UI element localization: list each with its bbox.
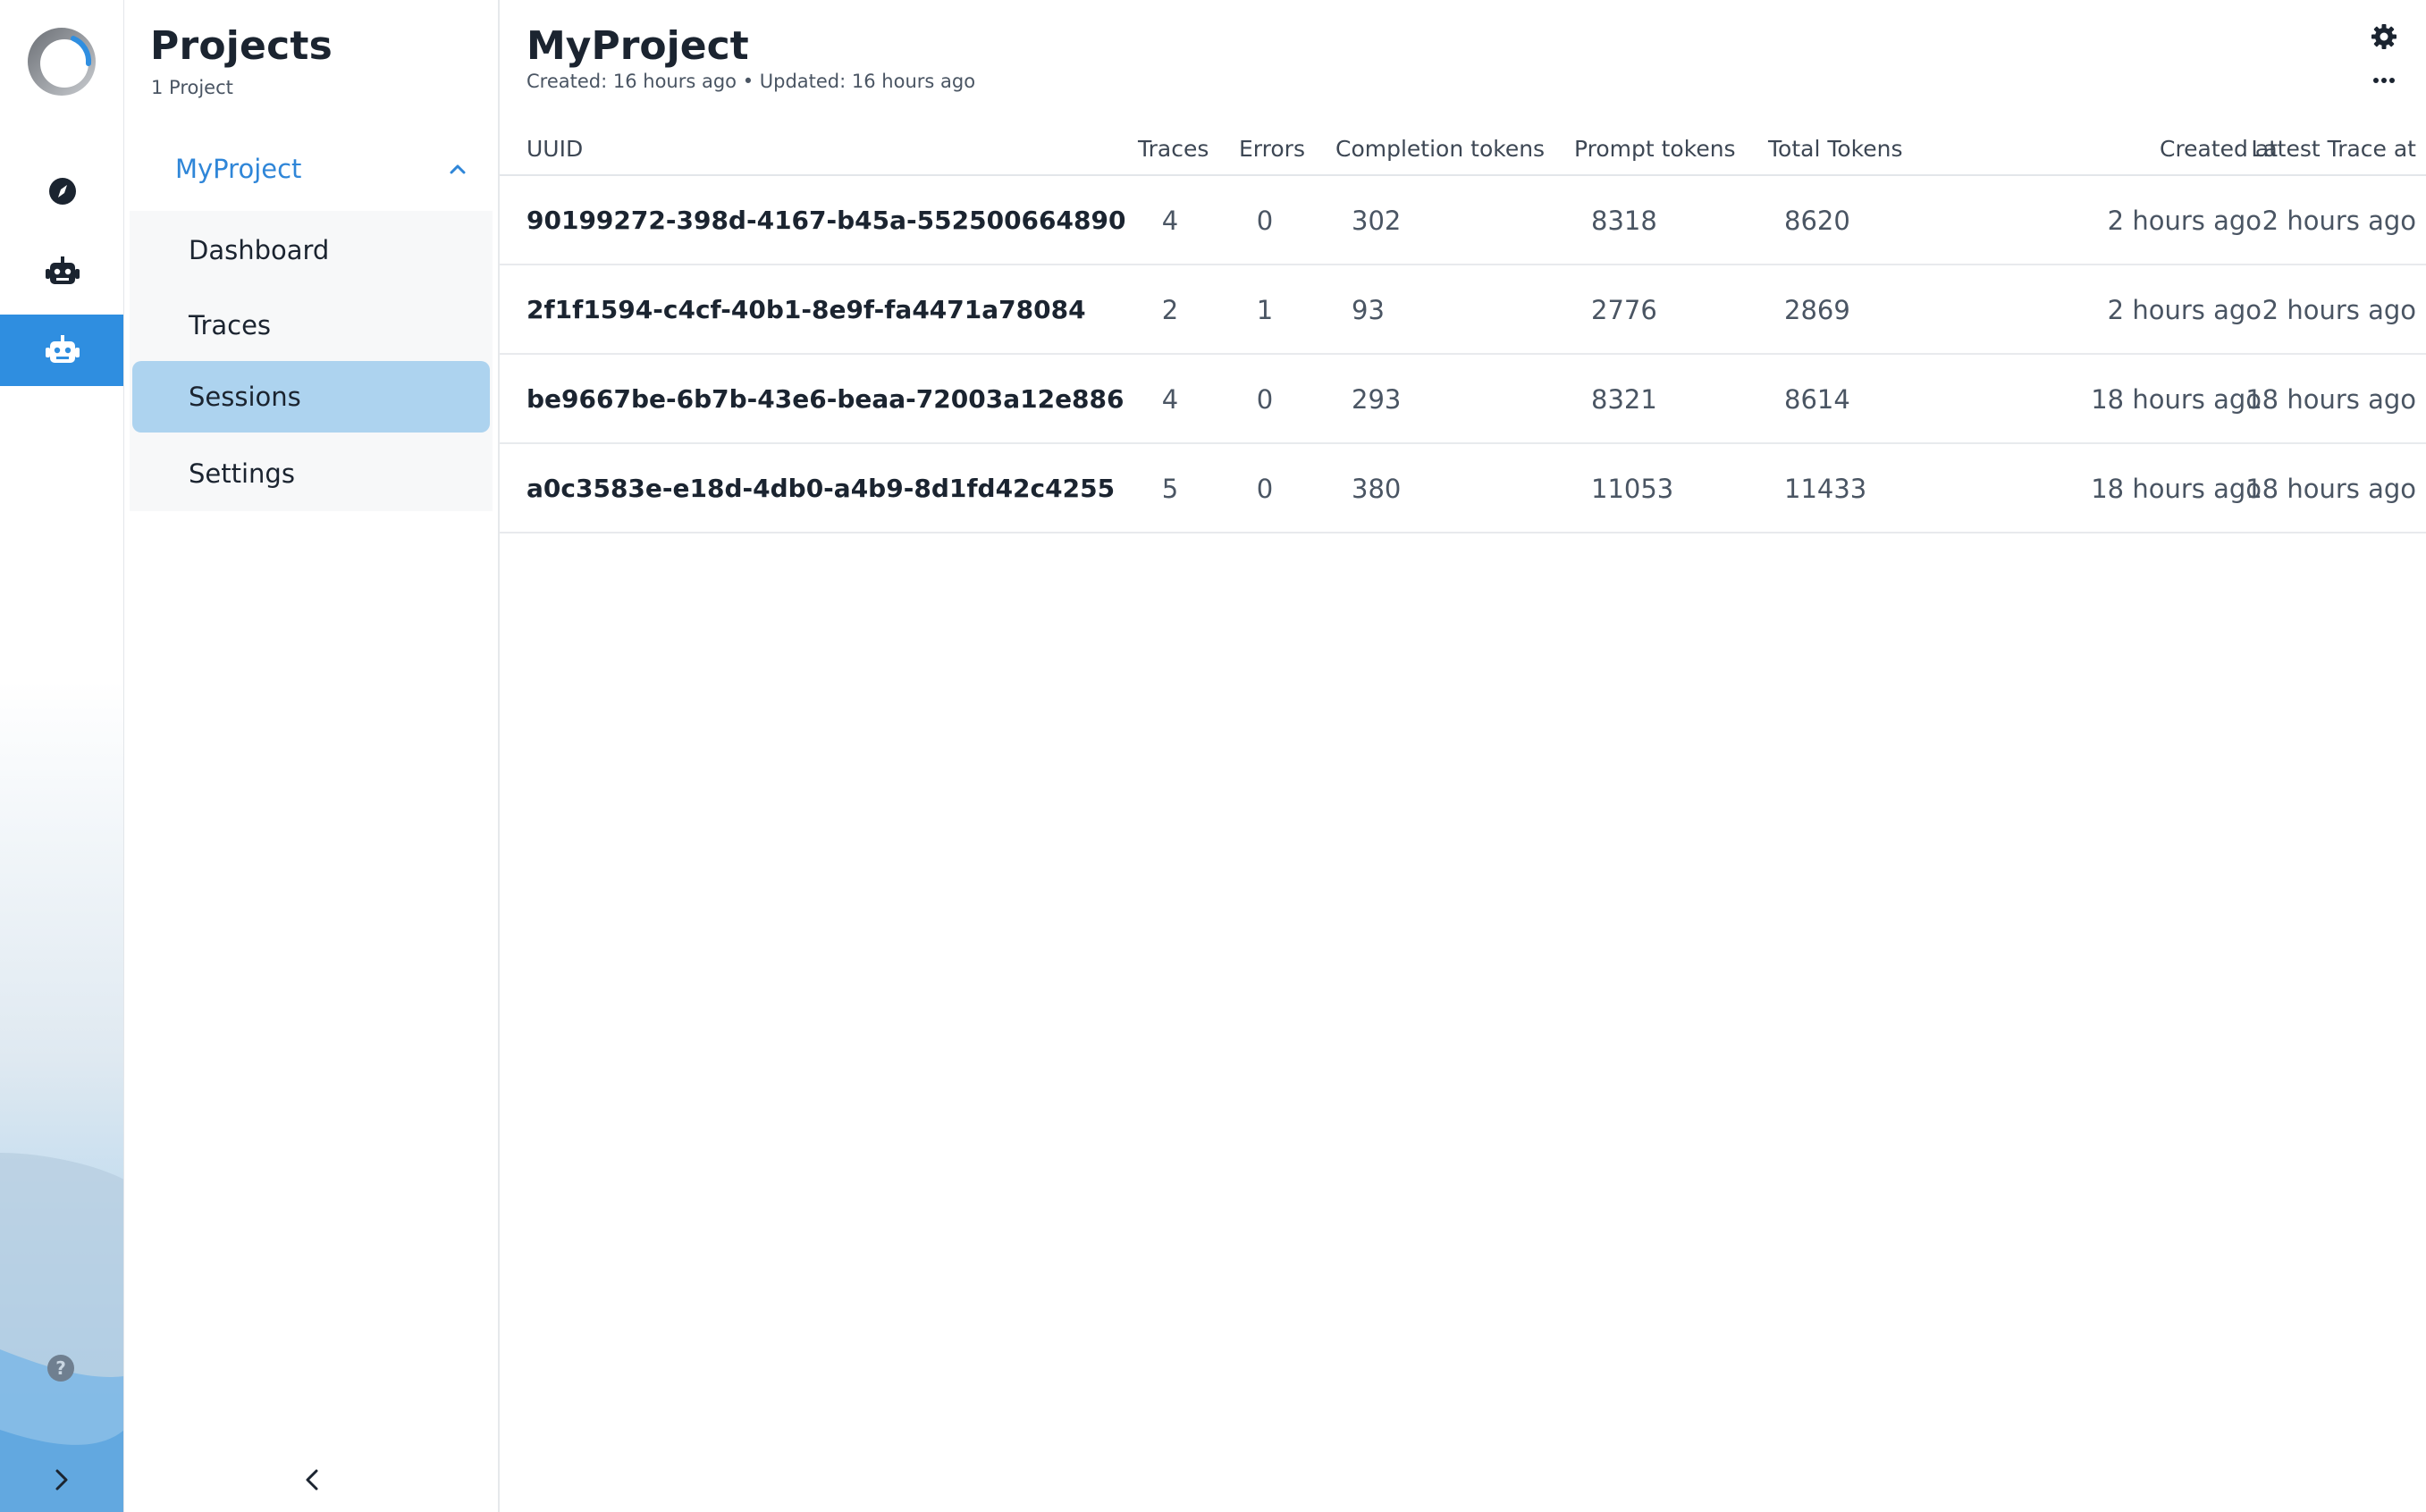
- uuid-cell[interactable]: 2f1f1594-c4cf-40b1-8e9f-fa4471a78084: [526, 295, 1086, 324]
- column-header-prompt-tokens[interactable]: Prompt tokens: [1574, 136, 1736, 162]
- traces-cell: 5: [1161, 474, 1179, 504]
- prompt-tokens-cell: 2776: [1591, 295, 1657, 325]
- logo-icon[interactable]: [24, 24, 99, 99]
- nav-item-traces[interactable]: [130, 290, 493, 361]
- created-at-cell: 2 hours ago: [2107, 206, 2262, 236]
- nav-item-sessions[interactable]: [132, 361, 490, 433]
- rail-dashboard-button[interactable]: [0, 155, 124, 227]
- column-header-created-at[interactable]: Created at: [2159, 136, 2278, 162]
- project-name: MyProject: [175, 154, 302, 184]
- nav-item-label: Traces: [189, 310, 272, 340]
- rail-agents-button[interactable]: [0, 236, 124, 307]
- robot-icon: [45, 334, 80, 366]
- uuid-cell[interactable]: a0c3583e-e18d-4db0-a4b9-8d1fd42c4255: [526, 474, 1116, 503]
- created-at-cell: 2 hours ago: [2107, 295, 2262, 325]
- created-at-cell: 18 hours ago: [2091, 474, 2262, 504]
- table-row[interactable]: [500, 265, 2426, 355]
- prompt-tokens-cell: 11053: [1591, 474, 1674, 504]
- table-row[interactable]: [500, 355, 2426, 444]
- prompt-tokens-cell: 8321: [1591, 384, 1657, 415]
- created-at-cell: 18 hours ago: [2091, 384, 2262, 415]
- table-row[interactable]: [500, 444, 2426, 533]
- total-tokens-cell: 8620: [1784, 206, 1850, 236]
- table-row[interactable]: [500, 176, 2426, 265]
- robot-icon: [45, 256, 80, 288]
- panel-title: Projects: [150, 23, 333, 69]
- total-tokens-cell: 11433: [1784, 474, 1867, 504]
- column-header-completion-tokens[interactable]: Completion tokens: [1335, 136, 1546, 162]
- nav-item-settings[interactable]: [130, 438, 493, 509]
- more-options-icon[interactable]: [2371, 70, 2397, 91]
- total-tokens-cell: 2869: [1784, 295, 1850, 325]
- column-header-errors[interactable]: Errors: [1239, 136, 1305, 162]
- page-title: MyProject: [526, 23, 749, 69]
- completion-tokens-cell: 93: [1352, 295, 1385, 325]
- project-count: 1 Project: [151, 77, 233, 98]
- prompt-tokens-cell: 8318: [1591, 206, 1657, 236]
- traces-cell: 2: [1161, 295, 1179, 325]
- completion-tokens-cell: 302: [1352, 206, 1402, 236]
- errors-cell: 0: [1256, 384, 1274, 415]
- gear-icon[interactable]: [2371, 23, 2397, 50]
- completion-tokens-cell: 293: [1352, 384, 1402, 415]
- nav-item-dashboard[interactable]: [130, 214, 493, 286]
- compass-icon: [48, 177, 77, 206]
- svg-text:?: ?: [55, 1357, 66, 1379]
- projects-panel: [124, 0, 500, 1512]
- uuid-cell[interactable]: be9667be-6b7b-43e6-beaa-72003a12e886: [526, 384, 1125, 414]
- errors-cell: 0: [1256, 206, 1274, 236]
- nav-item-label: Sessions: [189, 382, 301, 412]
- uuid-cell[interactable]: 90199272-398d-4167-b45a-552500664890: [526, 206, 1126, 235]
- chevron-right-icon[interactable]: [49, 1466, 74, 1494]
- page-meta: Created: 16 hours ago • Updated: 16 hours ago: [526, 71, 976, 92]
- column-header-uuid[interactable]: UUID: [526, 136, 584, 162]
- chevron-up-icon: [448, 159, 468, 179]
- traces-cell: 4: [1161, 384, 1179, 415]
- help-icon[interactable]: [46, 1354, 75, 1382]
- column-header-latest-trace-at[interactable]: Latest Trace at: [2251, 136, 2416, 162]
- chevron-left-icon[interactable]: [302, 1466, 322, 1493]
- project-nav-list: [130, 211, 493, 511]
- column-header-traces[interactable]: Traces: [1138, 136, 1209, 162]
- total-tokens-cell: 8614: [1784, 384, 1850, 415]
- icon-rail: [0, 0, 124, 1512]
- project-toggle[interactable]: [130, 138, 493, 200]
- latest-trace-at-cell: 2 hours ago: [2262, 295, 2416, 325]
- traces-cell: 4: [1161, 206, 1179, 236]
- column-header-total-tokens[interactable]: Total Tokens: [1768, 136, 1903, 162]
- errors-cell: 1: [1256, 295, 1274, 325]
- errors-cell: 0: [1256, 474, 1274, 504]
- latest-trace-at-cell: 18 hours ago: [2245, 384, 2416, 415]
- rail-sessions-button[interactable]: [0, 315, 124, 386]
- completion-tokens-cell: 380: [1352, 474, 1402, 504]
- nav-item-label: Dashboard: [189, 235, 330, 265]
- main-content: [500, 0, 2426, 1512]
- latest-trace-at-cell: 2 hours ago: [2262, 206, 2416, 236]
- nav-item-label: Settings: [189, 458, 295, 489]
- latest-trace-at-cell: 18 hours ago: [2245, 474, 2416, 504]
